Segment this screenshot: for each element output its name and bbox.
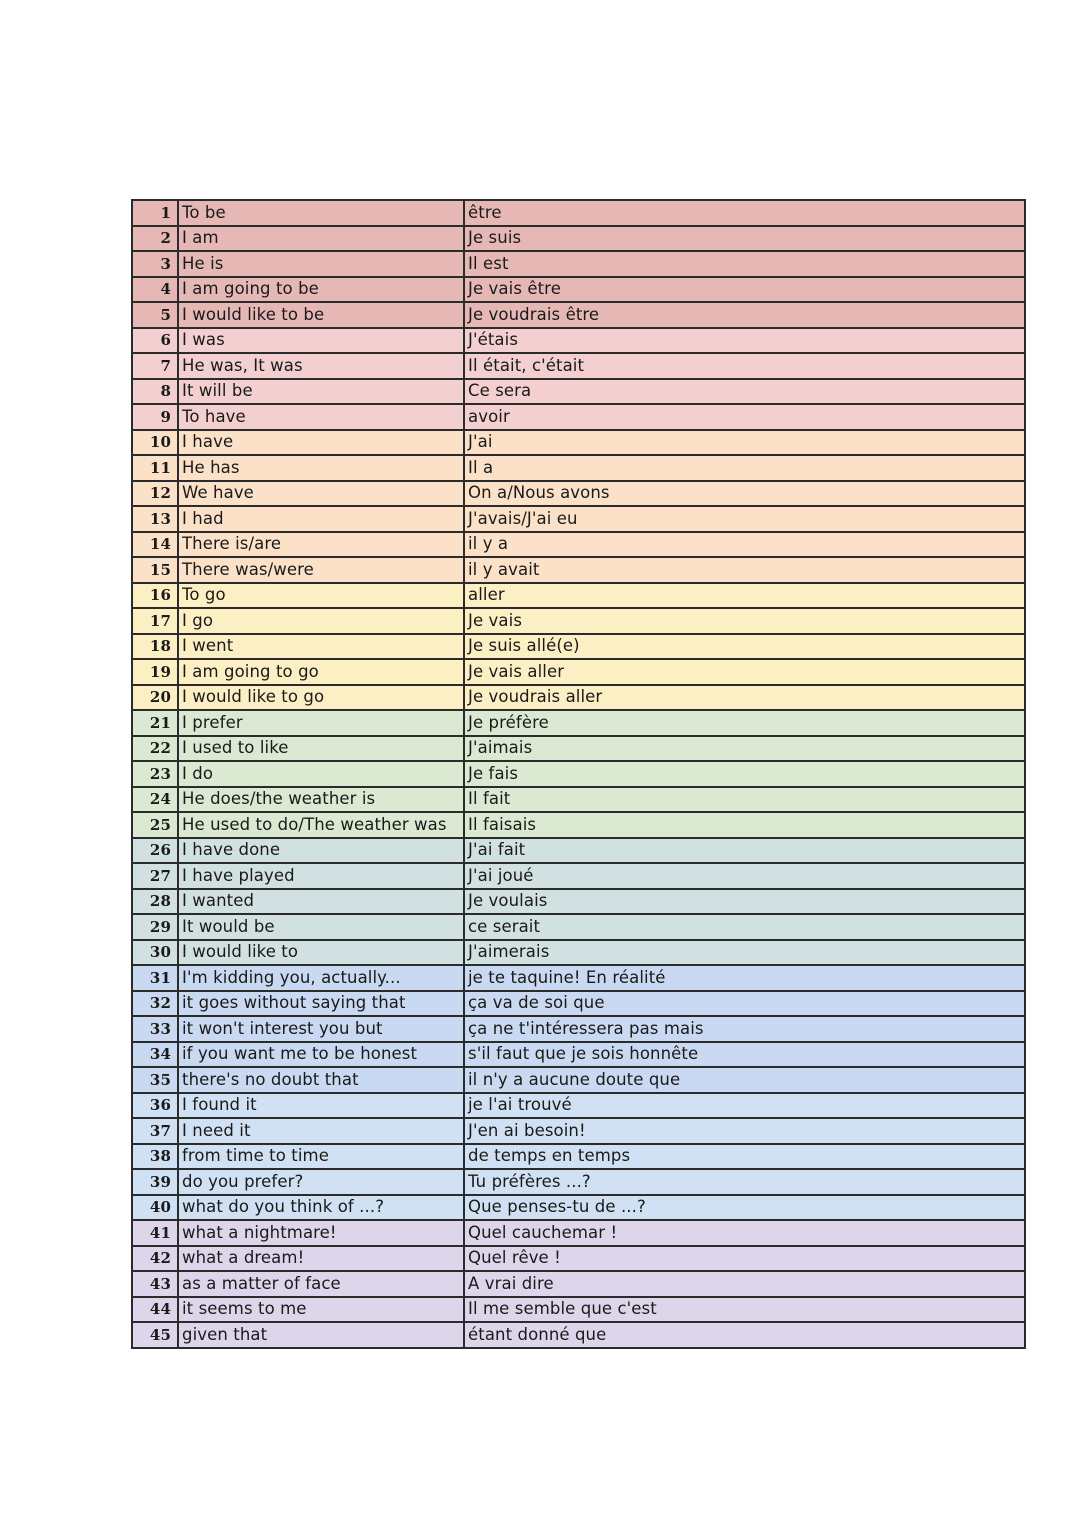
- english-phrase: He used to do/The weather was: [178, 812, 464, 838]
- row-number: 14: [132, 532, 178, 558]
- row-number: 1: [132, 200, 178, 226]
- french-phrase: J'aimerais: [464, 940, 1025, 966]
- french-phrase: Je voudrais être: [464, 302, 1025, 328]
- table-row: [132, 838, 1025, 864]
- row-number: 41: [132, 1220, 178, 1246]
- french-phrase: Il a: [464, 455, 1025, 481]
- table-row: [132, 455, 1025, 481]
- table-row: [132, 761, 1025, 787]
- french-phrase: étant donné que: [464, 1322, 1025, 1348]
- vocab-table: [131, 199, 1026, 1349]
- french-phrase: Il faisais: [464, 812, 1025, 838]
- row-number: 2: [132, 226, 178, 252]
- table-row: [132, 1271, 1025, 1297]
- table-row: [132, 1246, 1025, 1272]
- french-phrase: On a/Nous avons: [464, 481, 1025, 507]
- english-phrase: I wanted: [178, 889, 464, 915]
- french-phrase: J'ai joué: [464, 863, 1025, 889]
- table-row: [132, 889, 1025, 915]
- row-number: 35: [132, 1067, 178, 1093]
- english-phrase: I used to like: [178, 736, 464, 762]
- table-row: [132, 863, 1025, 889]
- english-phrase: I have: [178, 430, 464, 456]
- table-row: [132, 1322, 1025, 1348]
- english-phrase: It will be: [178, 379, 464, 405]
- table-row: [132, 1016, 1025, 1042]
- row-number: 30: [132, 940, 178, 966]
- french-phrase: ce serait: [464, 914, 1025, 940]
- english-phrase: He is: [178, 251, 464, 277]
- french-phrase: Je voulais: [464, 889, 1025, 915]
- table-row: [132, 940, 1025, 966]
- row-number: 29: [132, 914, 178, 940]
- row-number: 20: [132, 685, 178, 711]
- row-number: 27: [132, 863, 178, 889]
- english-phrase: To have: [178, 404, 464, 430]
- row-number: 11: [132, 455, 178, 481]
- row-number: 21: [132, 710, 178, 736]
- table-row: [132, 277, 1025, 303]
- french-phrase: Je vais aller: [464, 659, 1025, 685]
- english-phrase: what a dream!: [178, 1246, 464, 1272]
- english-phrase: it seems to me: [178, 1297, 464, 1323]
- french-phrase: je l'ai trouvé: [464, 1093, 1025, 1119]
- row-number: 16: [132, 583, 178, 609]
- english-phrase: I went: [178, 634, 464, 660]
- row-number: 42: [132, 1246, 178, 1272]
- english-phrase: there's no doubt that: [178, 1067, 464, 1093]
- row-number: 17: [132, 608, 178, 634]
- row-number: 33: [132, 1016, 178, 1042]
- french-phrase: avoir: [464, 404, 1025, 430]
- english-phrase: I am going to be: [178, 277, 464, 303]
- french-phrase: Que penses-tu de ...?: [464, 1195, 1025, 1221]
- english-phrase: I go: [178, 608, 464, 634]
- french-phrase: ça ne t'intéressera pas mais: [464, 1016, 1025, 1042]
- english-phrase: We have: [178, 481, 464, 507]
- english-phrase: I need it: [178, 1118, 464, 1144]
- english-phrase: He was, It was: [178, 353, 464, 379]
- french-phrase: A vrai dire: [464, 1271, 1025, 1297]
- french-phrase: J'avais/J'ai eu: [464, 506, 1025, 532]
- french-phrase: Je vais être: [464, 277, 1025, 303]
- table-row: [132, 787, 1025, 813]
- french-phrase: il n'y a aucune doute que: [464, 1067, 1025, 1093]
- table-row: [132, 1042, 1025, 1068]
- english-phrase: He has: [178, 455, 464, 481]
- french-phrase: s'il faut que je sois honnête: [464, 1042, 1025, 1068]
- table-row: [132, 379, 1025, 405]
- french-phrase: J'étais: [464, 328, 1025, 354]
- french-phrase: Je voudrais aller: [464, 685, 1025, 711]
- english-phrase: I am going to go: [178, 659, 464, 685]
- row-number: 45: [132, 1322, 178, 1348]
- table-row: [132, 659, 1025, 685]
- row-number: 40: [132, 1195, 178, 1221]
- row-number: 4: [132, 277, 178, 303]
- english-phrase: do you prefer?: [178, 1169, 464, 1195]
- french-phrase: J'en ai besoin!: [464, 1118, 1025, 1144]
- row-number: 18: [132, 634, 178, 660]
- english-phrase: I prefer: [178, 710, 464, 736]
- french-phrase: Il est: [464, 251, 1025, 277]
- french-phrase: Il fait: [464, 787, 1025, 813]
- vocab-table-body: [132, 200, 1025, 1348]
- table-row: [132, 481, 1025, 507]
- table-row: [132, 1067, 1025, 1093]
- table-row: [132, 1297, 1025, 1323]
- english-phrase: as a matter of face: [178, 1271, 464, 1297]
- table-row: [132, 1169, 1025, 1195]
- table-row: [132, 685, 1025, 711]
- table-row: [132, 328, 1025, 354]
- english-phrase: To go: [178, 583, 464, 609]
- row-number: 24: [132, 787, 178, 813]
- row-number: 28: [132, 889, 178, 915]
- french-phrase: Je suis: [464, 226, 1025, 252]
- english-phrase: I have done: [178, 838, 464, 864]
- table-row: [132, 430, 1025, 456]
- french-phrase: J'ai fait: [464, 838, 1025, 864]
- table-row: [132, 557, 1025, 583]
- row-number: 9: [132, 404, 178, 430]
- table-row: [132, 736, 1025, 762]
- english-phrase: He does/the weather is: [178, 787, 464, 813]
- french-phrase: il y avait: [464, 557, 1025, 583]
- row-number: 3: [132, 251, 178, 277]
- row-number: 22: [132, 736, 178, 762]
- french-phrase: de temps en temps: [464, 1144, 1025, 1170]
- row-number: 38: [132, 1144, 178, 1170]
- english-phrase: what a nightmare!: [178, 1220, 464, 1246]
- english-phrase: what do you think of ...?: [178, 1195, 464, 1221]
- row-number: 34: [132, 1042, 178, 1068]
- french-phrase: ça va de soi que: [464, 991, 1025, 1017]
- french-phrase: il y a: [464, 532, 1025, 558]
- table-row: [132, 302, 1025, 328]
- row-number: 26: [132, 838, 178, 864]
- row-number: 6: [132, 328, 178, 354]
- table-row: [132, 991, 1025, 1017]
- row-number: 43: [132, 1271, 178, 1297]
- french-phrase: je te taquine! En réalité: [464, 965, 1025, 991]
- french-phrase: Il était, c'était: [464, 353, 1025, 379]
- english-phrase: from time to time: [178, 1144, 464, 1170]
- english-phrase: There is/are: [178, 532, 464, 558]
- row-number: 8: [132, 379, 178, 405]
- row-number: 19: [132, 659, 178, 685]
- table-row: [132, 710, 1025, 736]
- row-number: 10: [132, 430, 178, 456]
- row-number: 36: [132, 1093, 178, 1119]
- table-row: [132, 812, 1025, 838]
- french-phrase: Tu préfères ...?: [464, 1169, 1025, 1195]
- english-phrase: I would like to be: [178, 302, 464, 328]
- table-row: [132, 914, 1025, 940]
- french-phrase: J'ai: [464, 430, 1025, 456]
- english-phrase: I have played: [178, 863, 464, 889]
- row-number: 13: [132, 506, 178, 532]
- english-phrase: I would like to go: [178, 685, 464, 711]
- english-phrase: it won't interest you but: [178, 1016, 464, 1042]
- french-phrase: Je préfère: [464, 710, 1025, 736]
- row-number: 37: [132, 1118, 178, 1144]
- french-phrase: Quel cauchemar !: [464, 1220, 1025, 1246]
- french-phrase: Je fais: [464, 761, 1025, 787]
- table-row: [132, 1220, 1025, 1246]
- french-phrase: J'aimais: [464, 736, 1025, 762]
- table-row: [132, 634, 1025, 660]
- table-row: [132, 1144, 1025, 1170]
- row-number: 32: [132, 991, 178, 1017]
- row-number: 12: [132, 481, 178, 507]
- table-row: [132, 583, 1025, 609]
- table-row: [132, 200, 1025, 226]
- row-number: 25: [132, 812, 178, 838]
- row-number: 15: [132, 557, 178, 583]
- row-number: 5: [132, 302, 178, 328]
- english-phrase: I would like to: [178, 940, 464, 966]
- table-row: [132, 226, 1025, 252]
- table-row: [132, 404, 1025, 430]
- english-phrase: I am: [178, 226, 464, 252]
- row-number: 31: [132, 965, 178, 991]
- french-phrase: aller: [464, 583, 1025, 609]
- row-number: 44: [132, 1297, 178, 1323]
- table-row: [132, 251, 1025, 277]
- row-number: 7: [132, 353, 178, 379]
- table-row: [132, 353, 1025, 379]
- french-phrase: Il me semble que c'est: [464, 1297, 1025, 1323]
- french-phrase: être: [464, 200, 1025, 226]
- french-phrase: Ce sera: [464, 379, 1025, 405]
- english-phrase: it goes without saying that: [178, 991, 464, 1017]
- english-phrase: There was/were: [178, 557, 464, 583]
- french-phrase: Je suis allé(e): [464, 634, 1025, 660]
- table-row: [132, 608, 1025, 634]
- english-phrase: I had: [178, 506, 464, 532]
- row-number: 39: [132, 1169, 178, 1195]
- table-row: [132, 532, 1025, 558]
- english-phrase: I was: [178, 328, 464, 354]
- table-row: [132, 1093, 1025, 1119]
- english-phrase: I do: [178, 761, 464, 787]
- english-phrase: given that: [178, 1322, 464, 1348]
- english-phrase: It would be: [178, 914, 464, 940]
- table-row: [132, 506, 1025, 532]
- french-phrase: Je vais: [464, 608, 1025, 634]
- table-row: [132, 1118, 1025, 1144]
- english-phrase: To be: [178, 200, 464, 226]
- english-phrase: if you want me to be honest: [178, 1042, 464, 1068]
- table-row: [132, 965, 1025, 991]
- english-phrase: I'm kidding you, actually...: [178, 965, 464, 991]
- french-phrase: Quel rêve !: [464, 1246, 1025, 1272]
- row-number: 23: [132, 761, 178, 787]
- english-phrase: I found it: [178, 1093, 464, 1119]
- table-row: [132, 1195, 1025, 1221]
